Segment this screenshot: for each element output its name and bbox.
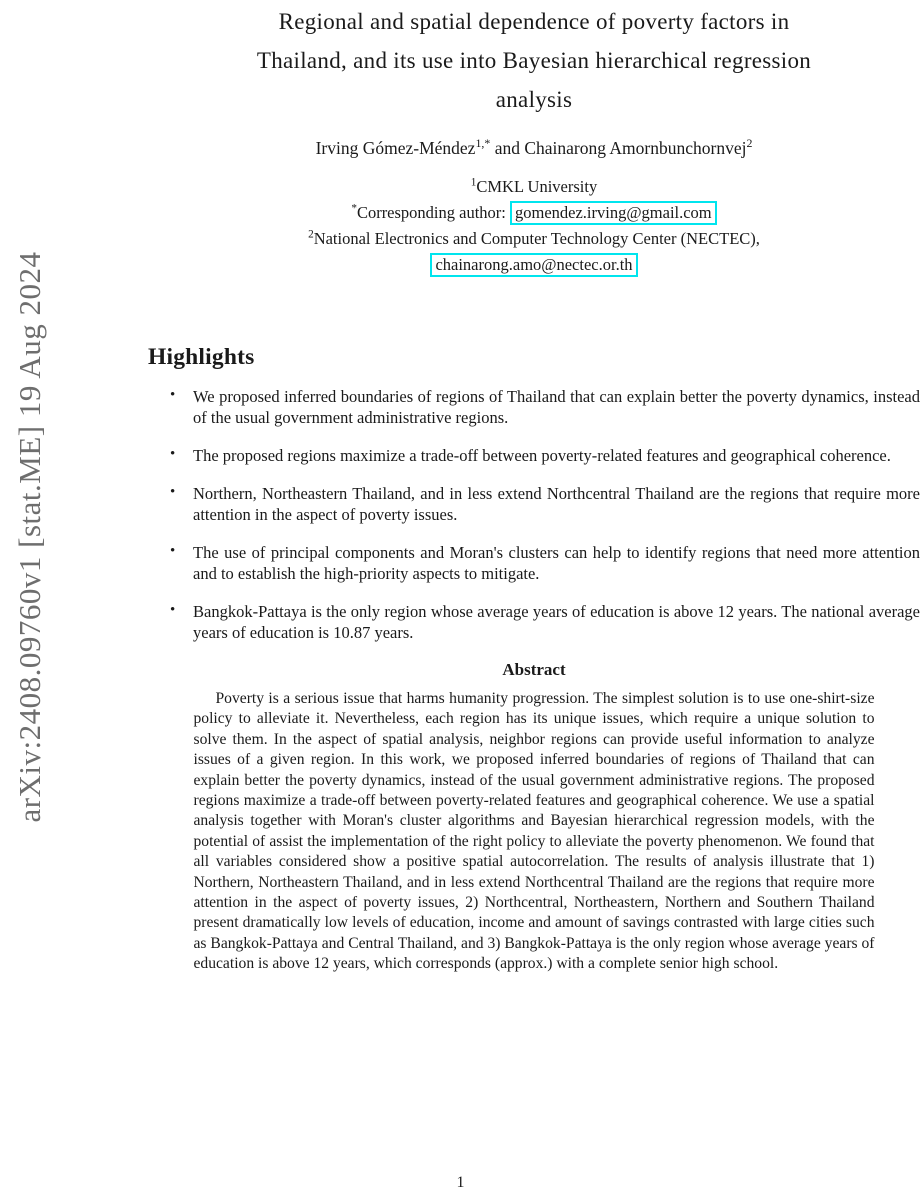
page-number: 1	[456, 1174, 465, 1191]
affiliation-1-superscript: 1	[470, 176, 477, 189]
corresponding-author-email-link[interactable]: gomendez.irving@gmail.com	[510, 201, 717, 225]
author-1-name: Irving Gómez-Méndez	[315, 138, 476, 158]
authors-separator: and	[490, 138, 525, 158]
affiliation-3-superscript: 2	[308, 228, 314, 241]
affiliation-3	[148, 226, 920, 252]
highlight-item	[170, 601, 920, 643]
highlight-item	[170, 542, 920, 584]
affiliation-4	[148, 252, 920, 278]
paper-title	[148, 2, 920, 119]
highlight-item	[170, 445, 920, 466]
highlight-item-text: The proposed regions maximize a trade-off between poverty-related features and geographical coherence.	[193, 446, 891, 465]
author-1-superscript: 1,*	[475, 136, 491, 151]
bullet-icon: •	[170, 543, 176, 559]
highlight-item	[170, 386, 920, 428]
highlight-item-text: The use of principal components and Moran's clusters can help to identify regions that need more attention and to establish the high-priority aspects to mitigate.	[193, 543, 920, 583]
highlights-list	[148, 386, 920, 643]
paper-title-line-2: Thailand, and its use into Bayesian hierarchical regression	[256, 48, 812, 73]
author-2-name: Chainarong Amornbunchornvej	[524, 138, 747, 158]
affiliation-2-superscript: *	[351, 202, 357, 215]
highlight-item	[170, 483, 920, 525]
affiliation-2-text: Corresponding author:	[356, 203, 510, 222]
affiliations-block	[148, 174, 920, 278]
arxiv-watermark: arXiv:2408.09760v1 [stat.ME] 19 Aug 2024	[12, 251, 47, 823]
second-author-email-link[interactable]: chainarong.amo@nectec.or.th	[430, 253, 637, 277]
affiliation-1	[148, 174, 920, 200]
bullet-icon: •	[170, 484, 176, 500]
highlight-item-text: Bangkok-Pattaya is the only region whose average years of education is above 12 years. The national average years of education is 10.87 years.	[193, 602, 920, 642]
authors-line	[148, 138, 920, 159]
paper-title-line-1: Regional and spatial dependence of poverty factors in	[278, 9, 790, 34]
paper-title-line-3: analysis	[495, 87, 573, 112]
abstract-heading: Abstract	[502, 660, 566, 679]
abstract-text: Poverty is a serious issue that harms humanity progression. The simplest solution is to use one-shirt-size policy to alleviate it. Nevertheless, each region has its unique issues, which require a unique solution to solve them. In the aspect of spatial analysis, neighbor regions can provide useful information to analyze issues of a given region. In this work, we proposed inferred boundaries of regions of Thailand that can explain better the poverty dynamics, instead of the usual government administrative regions. The proposed regions maximize a trade-off between poverty-related features and geographical coherence. We use a spatial analysis together with Moran's cluster algorithms and Bayesian hierarchical regression models, with the potential of assist the implementation of the right policy to alleviate the poverty phenomenon. We found that all variables considered show a positive spatial autocorrelation. The results of analysis illustrate that 1) Northern, Northeastern Thailand, and in less extend Northcentral Thailand are the regions that require more attention in the aspect of poverty issues, 2) Northcentral, Northeastern, Northern and Southern Thailand present dramatically low levels of education, income and amount of savings contrasted with large cities such as Bangkok-Pattaya and Central Thailand, and 3) Bangkok-Pattaya is the only region whose average years of education is above 12 years, which corresponds (approx.) with a complete senior high school.	[193, 690, 875, 973]
affiliation-2	[148, 200, 920, 226]
bullet-icon: •	[170, 602, 176, 618]
highlights-heading: Highlights	[148, 344, 255, 370]
bullet-icon: •	[170, 387, 176, 403]
highlight-item-text: Northern, Northeastern Thailand, and in less extend Northcentral Thailand are the regions that require more attention in the aspect of poverty issues.	[193, 484, 920, 524]
affiliation-3-text: National Electronics and Computer Technology Center (NECTEC),	[313, 229, 760, 248]
highlight-item-text: We proposed inferred boundaries of regions of Thailand that can explain better the poverty dynamics, instead of the usual government administrative regions.	[193, 387, 920, 427]
author-2-superscript: 2	[746, 136, 753, 151]
affiliation-1-text: CMKL University	[476, 177, 598, 196]
paper-body	[148, 0, 920, 975]
bullet-icon: •	[170, 446, 176, 462]
